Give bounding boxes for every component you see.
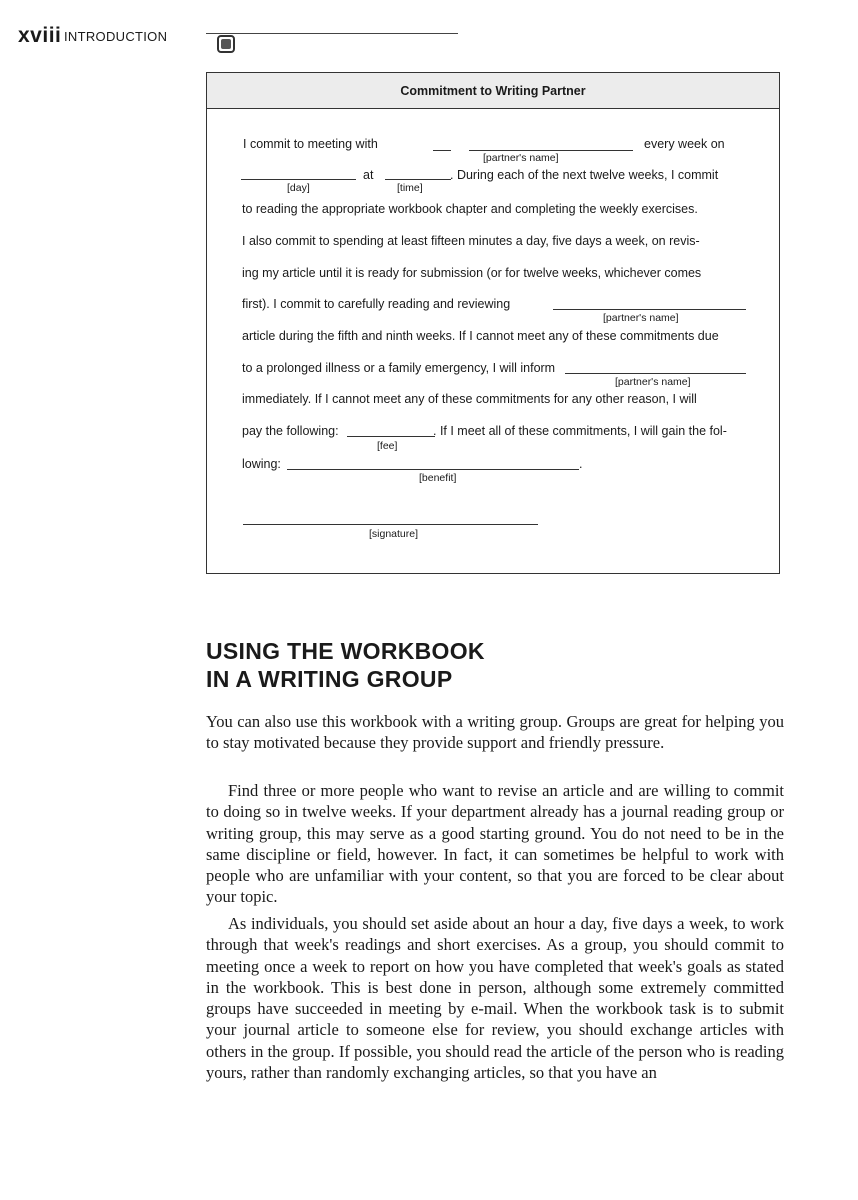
caption-benefit: [benefit] <box>419 472 457 484</box>
header-rule <box>206 33 458 34</box>
form-title: Commitment to Writing Partner <box>400 84 586 98</box>
blank-signature <box>243 524 538 525</box>
form-text-line-5: ing my article until it is ready for submission (or for twelve weeks, whichever comes <box>242 266 702 280</box>
form-text-line-11-end: . <box>579 457 583 471</box>
caption-partner-name-1: [partner's name] <box>483 152 559 164</box>
form-text-line-9: immediately. If I cannot meet any of these commitments for any other reason, I will <box>242 392 697 406</box>
form-text-line-3: to reading the appropriate workbook chapter and completing the weekly exercises. <box>242 202 698 216</box>
form-text-line-7: article during the fifth and ninth weeks. If I cannot meet any of these commitments due <box>242 329 719 343</box>
form-text-line-2a: at <box>363 168 374 182</box>
blank-day <box>241 179 356 180</box>
form-text-line-2b: . During each of the next twelve weeks, I commit <box>450 168 719 182</box>
caption-partner-name-2: [partner's name] <box>603 312 679 324</box>
caption-fee: [fee] <box>377 440 398 452</box>
form-text-line-8: to a prolonged illness or a family emergency, I will inform <box>242 361 556 375</box>
body-paragraph-3 <box>206 913 784 1083</box>
form-text-line-1a: I commit to meeting with <box>243 137 378 151</box>
form-title-bar <box>207 73 779 109</box>
form-text-line-4: I also commit to spending at least fifteen minutes a day, five days a week, on revis- <box>242 234 700 248</box>
blank-time <box>385 179 451 180</box>
paragraph-text-1: You can also use this workbook with a writing group. Groups are great for helping you to stay motivated because they provide support and friendly pressure. <box>206 712 784 753</box>
caption-signature: [signature] <box>369 528 419 540</box>
page-number: xviii <box>18 24 62 47</box>
chapter-marker-icon <box>217 35 235 53</box>
blank-partner-name-2 <box>553 309 746 310</box>
running-section-title: INTRODUCTION <box>64 29 168 44</box>
paragraph-text-2: Find three or more people who want to revise an article and are willing to commit to doing so in twelve weeks. If your department already has a journal reading group or writing group, this may serve as a good starting ground. You do not need to be in the same discipline or field, however. In fact, it can sometimes be helpful to work with people who are unfamiliar with your content, so that you are forced to be clear about your topic. <box>206 781 784 907</box>
caption-day: [day] <box>287 182 310 194</box>
section-heading-line-2: IN A WRITING GROUP <box>206 666 453 692</box>
caption-time: [time] <box>397 182 423 194</box>
body-paragraph-2 <box>206 780 784 908</box>
form-text-line-1b: every week on <box>644 137 725 151</box>
form-text-line-6: first). I commit to carefully reading and reviewing <box>242 297 511 311</box>
form-text-line-10a: pay the following: <box>242 424 339 438</box>
body-paragraph-1 <box>206 711 784 754</box>
commitment-form <box>206 72 780 574</box>
blank-partner-name-1a <box>433 150 451 151</box>
form-text-line-11: lowing: <box>242 457 281 471</box>
blank-partner-name-1 <box>469 150 633 151</box>
blank-partner-name-3 <box>565 373 746 374</box>
blank-benefit <box>287 469 579 470</box>
blank-fee <box>347 436 435 437</box>
caption-partner-name-3: [partner's name] <box>615 376 691 388</box>
form-text-line-10b: . If I meet all of these commitments, I will gain the fol- <box>433 424 727 438</box>
paragraph-text-3: As individuals, you should set aside about an hour a day, five days a week, to work through that week's readings and short exercises. As a group, you should commit to meeting once a week to report on how you have completed that week's goals as stated in the workbook. This is best done in person, although some extremely committed groups have succeeded in meeting by e-mail. When the workbook task is to submit your journal article to someone else for review, you should exchange articles with others in the group. If possible, you should read the article of the person who is reading yours, rather than randomly exchanging articles, so that you have an <box>206 914 784 1083</box>
section-heading-line-1: USING THE WORKBOOK <box>206 638 485 664</box>
